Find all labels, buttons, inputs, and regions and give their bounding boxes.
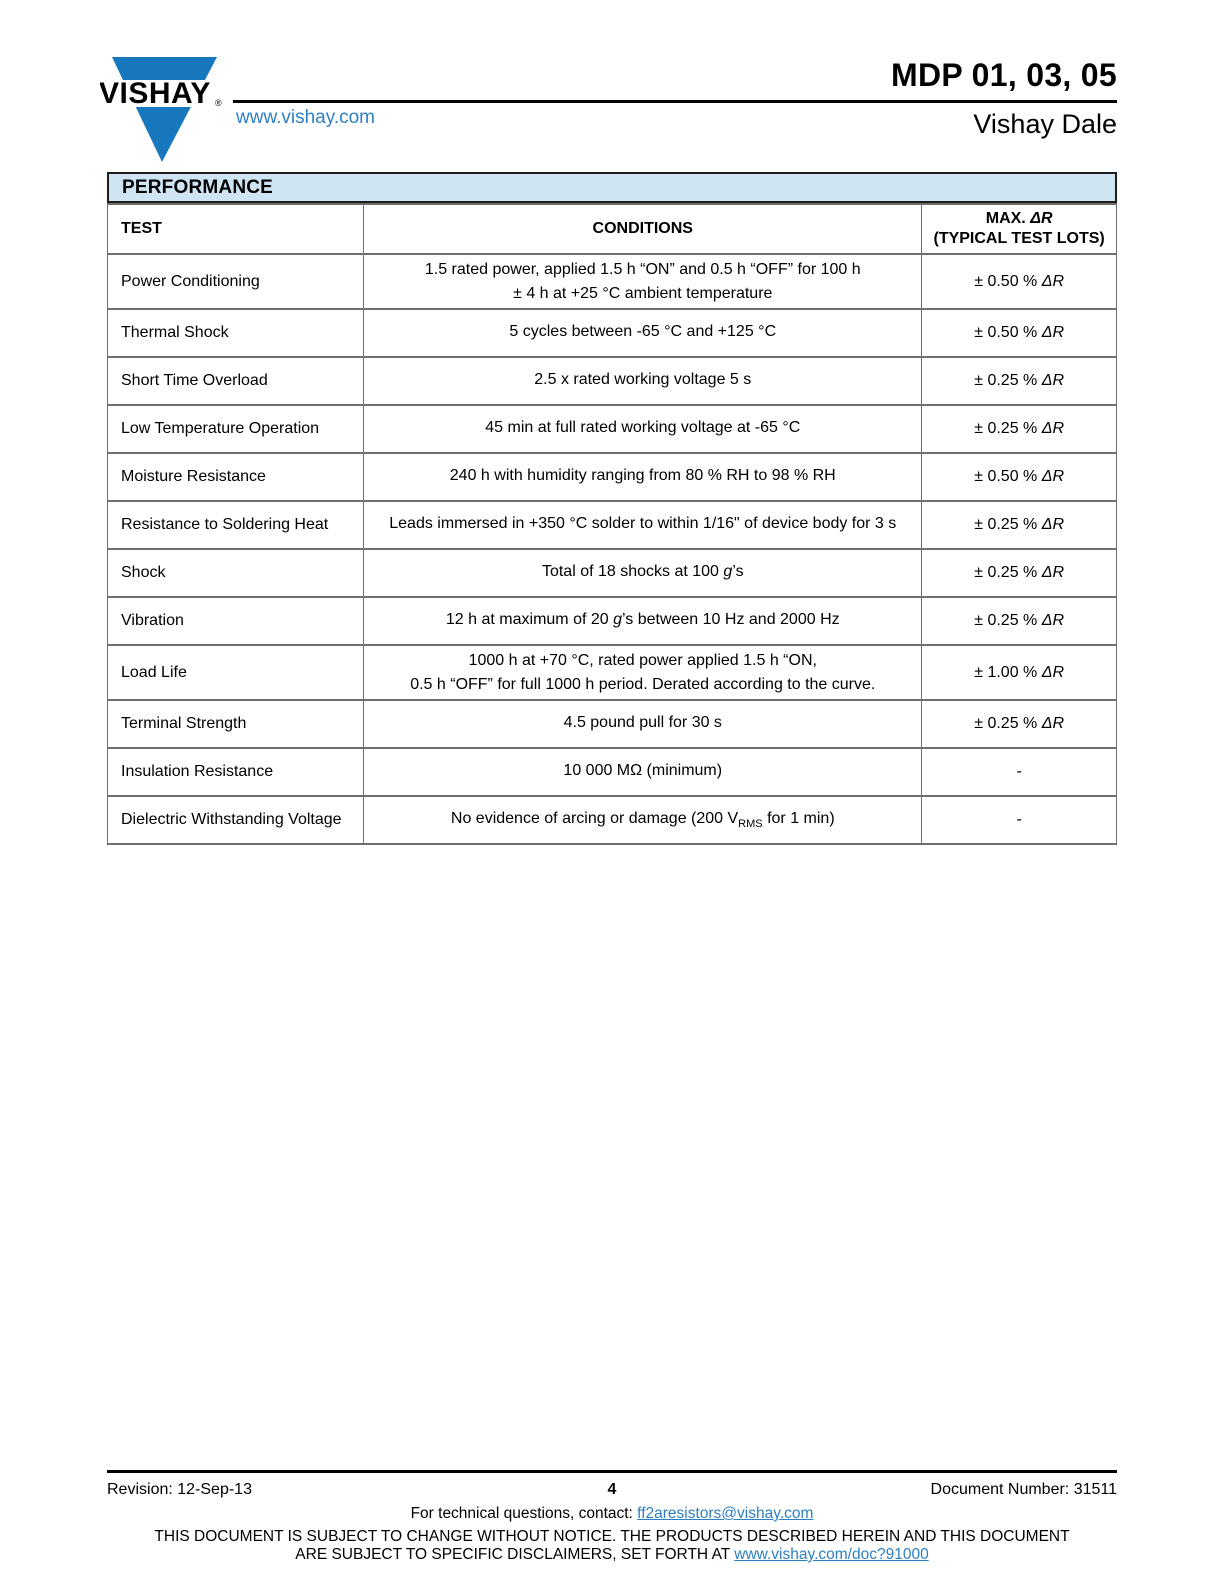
row-short-time-overload (108, 357, 1117, 405)
test-cell: Short Time Overload (108, 357, 364, 405)
row-thermal-shock (108, 309, 1117, 357)
conditions-cell: 12 h at maximum of 20 g’s between 10 Hz and 2000 Hz (364, 597, 922, 645)
col-header-test: TEST (108, 204, 364, 254)
test-cell: Moisture Resistance (108, 453, 364, 501)
test-cell: Low Temperature Operation (108, 405, 364, 453)
max-delta-r-cell: ± 0.50 % ΔR (922, 453, 1117, 501)
test-cell: Vibration (108, 597, 364, 645)
logo-wordmark: VISHAY (100, 77, 211, 110)
row-insulation-resistance (108, 748, 1117, 796)
row-terminal-strength (108, 700, 1117, 748)
max-delta-r-cell: ± 0.25 % ΔR (922, 549, 1117, 597)
max-delta-r-cell: ± 0.25 % ΔR (922, 597, 1117, 645)
conditions-cell: 240 h with humidity ranging from 80 % RH to 98 % RH (364, 453, 922, 501)
conditions-cell: Total of 18 shocks at 100 g’s (364, 549, 922, 597)
performance-section (107, 172, 1117, 845)
max-delta-r-cell: ± 0.25 % ΔR (922, 357, 1117, 405)
conditions-cell: 5 cycles between -65 °C and +125 °C (364, 309, 922, 357)
row-load-life (108, 645, 1117, 700)
max-delta-r-cell: ± 0.25 % ΔR (922, 501, 1117, 549)
revision-date: Revision: 12-Sep-13 (107, 1481, 252, 1498)
row-power-conditioning (108, 254, 1117, 309)
test-cell: Terminal Strength (108, 700, 364, 748)
registered-mark: ® (215, 98, 222, 108)
page-number: 4 (607, 1481, 617, 1498)
row-shock (108, 549, 1117, 597)
col-header-max-delta-r: MAX. ΔR (TYPICAL TEST LOTS) (922, 204, 1117, 254)
max-delta-r-cell: - (922, 796, 1117, 844)
row-resistance-to-soldering-heat (108, 501, 1117, 549)
test-cell: Resistance to Soldering Heat (108, 501, 364, 549)
test-cell: Power Conditioning (108, 254, 364, 309)
conditions-cell: 1.5 rated power, applied 1.5 h “ON” and 0.5 h “OFF” for 100 h ± 4 h at +25 °C ambient temperature (364, 254, 922, 309)
row-low-temperature-operation (108, 405, 1117, 453)
division-name: Vishay Dale (973, 109, 1117, 139)
conditions-cell: 1000 h at +70 °C, rated power applied 1.5 h “ON, 0.5 h “OFF” for full 1000 h period. Derated according to the curve. (364, 645, 922, 700)
performance-table (107, 203, 1117, 845)
header-rule (233, 100, 1117, 103)
conditions-cell: 4.5 pound pull for 30 s (364, 700, 922, 748)
disclaimer-doc-link[interactable]: www.vishay.com/doc?91000 (734, 1546, 929, 1563)
footer-meta-row (107, 1481, 1117, 1501)
conditions-cell: 2.5 x rated working voltage 5 s (364, 357, 922, 405)
row-dielectric-withstanding-voltage (108, 796, 1117, 844)
max-delta-r-cell: ± 0.50 % ΔR (922, 309, 1117, 357)
footer-rule (107, 1470, 1117, 1473)
contact-email-link[interactable]: ff2aresistors@vishay.com (637, 1505, 814, 1522)
disclaimer-line-1: THIS DOCUMENT IS SUBJECT TO CHANGE WITHOUT NOTICE. THE PRODUCTS DESCRIBED HEREIN AND THIS DOCUMENT (154, 1528, 1070, 1545)
conditions-cell: Leads immersed in +350 °C solder to within 1/16" of device body for 3 s (364, 501, 922, 549)
row-vibration (108, 597, 1117, 645)
vishay-logo (100, 54, 226, 166)
test-cell: Insulation Resistance (108, 748, 364, 796)
section-title-banner (107, 172, 1117, 203)
test-cell: Shock (108, 549, 364, 597)
test-cell: Load Life (108, 645, 364, 700)
conditions-cell: No evidence of arcing or damage (200 $V_{RMS}$ for 1 min) (364, 796, 922, 844)
product-title: MDP 01, 03, 05 (891, 57, 1117, 93)
max-delta-r-cell: - (922, 748, 1117, 796)
section-title: PERFORMANCE (122, 176, 274, 198)
vishay-triangle-icon (100, 54, 226, 166)
conditions-cell: 45 min at full rated working voltage at -65 °C (364, 405, 922, 453)
test-cell: Dielectric Withstanding Voltage (108, 796, 364, 844)
max-delta-r-cell: ± 0.25 % ΔR (922, 405, 1117, 453)
disclaimer-line-2: ARE SUBJECT TO SPECIFIC DISCLAIMERS, SET FORTH AT www.vishay.com/doc?91000 (295, 1546, 929, 1563)
document-number: Document Number: 31511 (930, 1481, 1117, 1498)
header-row (108, 204, 1117, 254)
test-cell: Thermal Shock (108, 309, 364, 357)
technical-contact-line: For technical questions, contact: ff2aresistors@vishay.com (410, 1505, 814, 1522)
row-moisture-resistance (108, 453, 1117, 501)
max-delta-r-cell: ± 0.25 % ΔR (922, 700, 1117, 748)
max-delta-r-cell: ± 1.00 % ΔR (922, 645, 1117, 700)
col-header-conditions: CONDITIONS (364, 204, 922, 254)
website-link[interactable]: www.vishay.com (236, 107, 376, 128)
max-delta-r-cell: ± 0.50 % ΔR (922, 254, 1117, 309)
conditions-cell: 10 000 MΩ (minimum) (364, 748, 922, 796)
